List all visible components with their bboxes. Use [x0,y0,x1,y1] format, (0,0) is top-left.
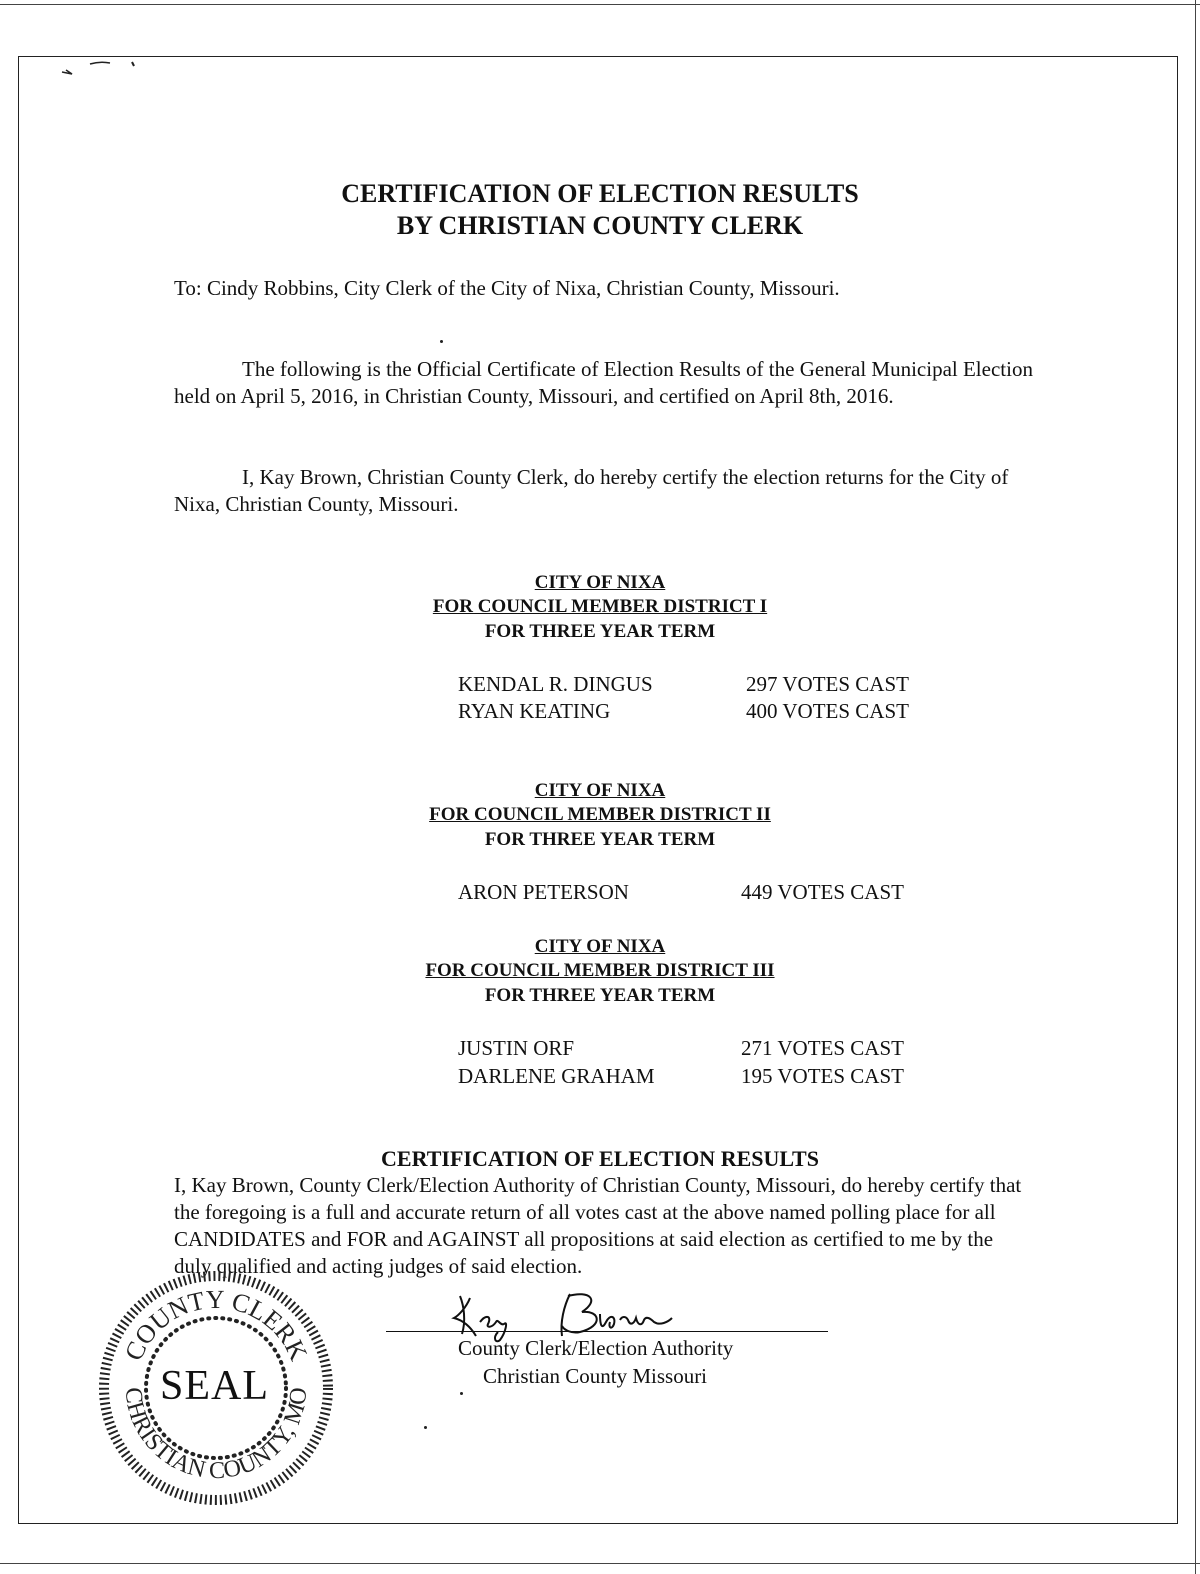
section-3-term: FOR THREE YEAR TERM [484,985,716,1006]
document-title-line2: BY CHRISTIAN COUNTY CLERK [396,211,804,240]
page-edge-bottom [0,1563,1200,1564]
section-3-office: FOR COUNCIL MEMBER DISTRICT III [425,960,775,981]
section-1-city: CITY OF NIXA [534,572,666,593]
stray-mark [460,1392,463,1395]
intro-paragraph: The following is the Official Certificate of Election Results of the General Municipal Election held on April 5, 2016, in Christian County, Missouri, and certified on April 8th, 2016. [174,357,1033,408]
candidate-name: KENDAL R. DINGUS [458,672,653,696]
seal-bottom-text: CHRISTIAN COUNTY, MO [119,1386,313,1485]
seal-center-text: SEAL [160,1363,269,1409]
candidate-name: JUSTIN ORF [458,1036,575,1060]
scan-artifact-icon [60,58,150,80]
certify-paragraph: I, Kay Brown, Christian County Clerk, do hereby certify the election returns for the City of Nixa, Christian County, Missouri. [174,465,1009,516]
section-1-term: FOR THREE YEAR TERM [484,621,716,642]
seal-top-text: COUNTY CLERK [118,1284,314,1365]
section-3-city: CITY OF NIXA [534,936,666,957]
section-2-office: FOR COUNCIL MEMBER DISTRICT II [429,804,771,825]
candidate-votes: 449 VOTES CAST [741,880,904,904]
page-edge-top [0,4,1200,5]
candidate-name: DARLENE GRAHAM [458,1064,655,1088]
certification-paragraph: I, Kay Brown, County Clerk/Election Authority of Christian County, Missouri, do hereby certify that the foregoing is a full and accurate return of all votes cast at the above named polling place for all CANDIDATES and FOR and AGAINST all propositions at said election as certified to me by the duly qualified and acting judges of said election. [174,1173,1022,1278]
candidate-name: RYAN KEATING [458,699,611,723]
section-2-city: CITY OF NIXA [534,780,666,801]
candidate-votes: 400 VOTES CAST [746,699,909,723]
candidate-name: ARON PETERSON [458,880,629,904]
stray-mark [424,1426,427,1429]
candidate-votes: 271 VOTES CAST [741,1036,904,1060]
signature-caption-county: Christian County Missouri [483,1364,708,1388]
stray-mark [440,340,443,343]
document-title-line1: CERTIFICATION OF ELECTION RESULTS [341,179,859,208]
section-1-office: FOR COUNCIL MEMBER DISTRICT I [432,596,768,617]
candidate-votes: 195 VOTES CAST [741,1064,904,1088]
signature-line [386,1331,828,1332]
section-2-term: FOR THREE YEAR TERM [484,829,716,850]
candidate-votes: 297 VOTES CAST [746,672,909,696]
addressee-line: To: Cindy Robbins, City Clerk of the City of Nixa, Christian County, Missouri. [174,276,840,300]
certification-heading: CERTIFICATION OF ELECTION RESULTS [381,1146,819,1171]
signature-caption-title: County Clerk/Election Authority [458,1336,734,1360]
